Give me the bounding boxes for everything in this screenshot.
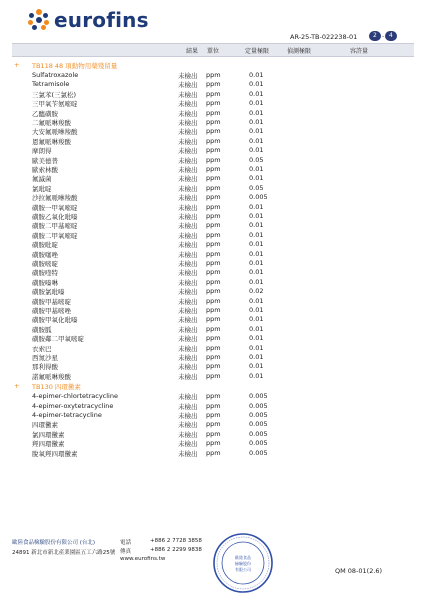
unit-value: ppm [206, 287, 221, 296]
analyte-name: 4-epimer-oxytetracycline [32, 401, 114, 410]
loq-value: 0.01 [249, 99, 264, 108]
expand-icon[interactable]: + [14, 61, 20, 69]
result-value: 未檢出 [178, 90, 198, 99]
unit-value: ppm [206, 240, 221, 249]
result-value: 未檢出 [178, 241, 198, 250]
loq-value: 0.01 [249, 202, 264, 211]
analyte-name: 脫氧羥四環黴素 [32, 449, 78, 458]
report-number: AR-25-TB-022238-01 [290, 33, 358, 41]
result-value: 未檢出 [178, 288, 198, 297]
analyte-name: 三甲氧苄氨嘧啶 [32, 100, 78, 109]
loq-value: 0.01 [249, 268, 264, 277]
unit-value: ppm [206, 439, 221, 448]
analyte-name: 歐索林酸 [32, 166, 58, 174]
result-value: 未檢出 [178, 184, 198, 193]
analyte-name: 磺胺甲基嘧唑 [32, 307, 71, 315]
result-value: 未檢出 [178, 430, 198, 439]
loq-value: 0.005 [249, 401, 268, 410]
page-separator: - [381, 32, 384, 40]
analyte-name: 歐美德普 [32, 156, 58, 165]
analyte-name: 諾氟哌啉羧酸 [32, 372, 71, 381]
analyte-name: 二氟哌啉羧酸 [32, 119, 71, 127]
logo-mark-icon [28, 9, 50, 31]
result-value: 未檢出 [178, 128, 198, 137]
loq-value: 0.01 [249, 174, 264, 183]
svg-text:有限公司: 有限公司 [235, 567, 251, 572]
result-value: 未檢出 [178, 194, 198, 203]
unit-value: ppm [206, 89, 221, 98]
unit-value: ppm [206, 268, 221, 277]
loq-value: 0.005 [249, 392, 268, 401]
eurofins-logo [28, 8, 149, 32]
phone-label: 電話 [120, 540, 132, 546]
loq-value: 0.01 [249, 343, 264, 352]
fax-value: +886 2 2299 9838 [150, 547, 202, 553]
unit-value: ppm [206, 136, 221, 145]
loq-value: 0.01 [249, 249, 264, 258]
result-value: 未檢出 [178, 335, 198, 344]
result-value: 未檢出 [178, 119, 198, 127]
result-value: 未檢出 [178, 363, 198, 372]
unit-value: ppm [206, 108, 221, 117]
loq-value: 0.01 [249, 334, 264, 343]
unit-value: ppm [206, 146, 221, 155]
unit-value: ppm [206, 183, 221, 192]
loq-value: 0.01 [249, 296, 264, 305]
unit-value: ppm [206, 127, 221, 136]
result-value: 未檢出 [178, 269, 198, 278]
analyte-name: 氯吡啶 [32, 184, 52, 193]
loq-value: 0.01 [249, 127, 264, 136]
unit-value: ppm [206, 118, 221, 126]
analyte-name: 四環黴素 [32, 421, 58, 430]
unit-value: ppm [206, 221, 221, 230]
unit-value: ppm [206, 371, 221, 380]
loq-value: 0.05 [249, 155, 264, 164]
result-value: 未檢出 [178, 137, 198, 146]
analyte-name: 磺胺甲基嘧啶 [32, 297, 71, 306]
analyte-name: 氯四環黴素 [32, 430, 65, 439]
svg-text:歐陸食品: 歐陸食品 [235, 555, 251, 560]
company-seal [212, 532, 274, 594]
col-unit: 單位 [207, 48, 220, 55]
section-title: TB118 48 項動物用藥殘留量 [32, 62, 118, 70]
loq-value: 0.02 [249, 287, 264, 296]
unit-value: ppm [206, 259, 221, 267]
analyte-name: 那利得酸 [32, 363, 58, 372]
analyte-name: 氟滅菌 [32, 175, 52, 184]
analyte-name: 乙醯磺胺 [32, 109, 58, 118]
analyte-name: 磺胺嘧啶 [32, 260, 58, 268]
loq-value: 0.01 [249, 362, 264, 371]
document-code: QM 08-01(2.6) [335, 567, 383, 575]
loq-value: 0.01 [249, 118, 264, 126]
result-value: 未檢出 [178, 278, 198, 287]
result-value: 未檢出 [178, 147, 198, 156]
col-loq: 定量極限 [245, 48, 270, 55]
unit-value: ppm [206, 392, 221, 401]
loq-value: 0.005 [249, 420, 268, 429]
result-value: 未檢出 [178, 297, 198, 306]
section-title: TB130 四環黴素 [32, 383, 81, 392]
phone-value: +886 2 7728 3858 [150, 538, 202, 544]
result-value: 未檢出 [178, 260, 198, 268]
unit-value: ppm [206, 362, 221, 371]
loq-value: 0.005 [249, 429, 268, 438]
unit-value: ppm [206, 411, 221, 419]
result-value: 未檢出 [178, 213, 198, 221]
expand-icon[interactable]: + [14, 382, 20, 391]
col-lod: 偵測極限 [287, 48, 312, 55]
analyte-name: 三氯苯(三氯松) [32, 90, 77, 99]
website-link[interactable]: www.eurofins.tw [120, 556, 166, 562]
loq-value: 0.01 [249, 259, 264, 267]
analyte-name: 磺胺嗪啉 [32, 278, 58, 287]
loq-value: 0.01 [249, 136, 264, 145]
unit-value: ppm [206, 99, 221, 108]
table-header [12, 43, 414, 57]
unit-value: ppm [206, 212, 221, 220]
col-limit: 容許量 [350, 48, 369, 55]
unit-value: ppm [206, 401, 221, 410]
result-value: 未檢出 [178, 449, 198, 458]
analyte-name: 4-epimer-tetracycline [32, 411, 102, 419]
result-value: 未檢出 [178, 344, 198, 353]
col-result: 結果 [186, 48, 199, 55]
analyte-name: 磺胺一甲氧嘧啶 [32, 203, 78, 212]
page-total: 4 [385, 31, 397, 41]
loq-value: 0.01 [249, 240, 264, 249]
unit-value: ppm [206, 80, 221, 89]
result-value: 未檢出 [178, 72, 198, 80]
loq-value: 0.005 [249, 193, 268, 202]
result-value: 未檢出 [178, 412, 198, 420]
unit-value: ppm [206, 277, 221, 286]
analyte-name: 衣索巴 [32, 344, 52, 353]
analyte-name: 4-epimer-chlortetracycline [32, 392, 118, 401]
unit-value: ppm [206, 306, 221, 314]
analyte-name: 磺胺二甲基嘧啶 [32, 222, 78, 231]
result-value: 未檢出 [178, 100, 198, 109]
brand-name: eurofins [54, 8, 149, 32]
loq-value: 0.005 [249, 411, 268, 419]
unit-value: ppm [206, 202, 221, 211]
loq-value: 0.01 [249, 221, 264, 230]
loq-value: 0.05 [249, 183, 264, 192]
unit-value: ppm [206, 315, 221, 324]
result-value: 未檢出 [178, 307, 198, 315]
result-value: 未檢出 [178, 316, 198, 325]
unit-value: ppm [206, 334, 221, 343]
loq-value: 0.01 [249, 230, 264, 239]
loq-value: 0.01 [249, 212, 264, 220]
unit-value: ppm [206, 324, 221, 333]
analyte-name: 西氮沙星 [32, 354, 58, 362]
loq-value: 0.01 [249, 146, 264, 155]
unit-value: ppm [206, 420, 221, 429]
loq-value: 0.005 [249, 448, 268, 457]
fax-label: 傳真 [120, 549, 132, 555]
loq-value: 0.01 [249, 89, 264, 98]
analyte-name: 磺胺甲氧化吡嗪 [32, 316, 78, 325]
loq-value: 0.01 [249, 371, 264, 380]
unit-value: ppm [206, 448, 221, 457]
analyte-name: 羥四環黴素 [32, 440, 65, 449]
unit-value: ppm [206, 353, 221, 361]
result-value: 未檢出 [178, 175, 198, 184]
svg-text:檢驗股份: 檢驗股份 [235, 561, 251, 566]
result-value: 未檢出 [178, 354, 198, 362]
result-value: 未檢出 [178, 372, 198, 381]
result-value: 未檢出 [178, 250, 198, 259]
result-value: 未檢出 [178, 231, 198, 240]
analyte-name: 磺胺胍 [32, 325, 52, 334]
analyte-name: 摩朗得 [32, 147, 52, 156]
analyte-name: 磺胺喹特 [32, 269, 58, 278]
unit-value: ppm [206, 343, 221, 352]
unit-value: ppm [206, 249, 221, 258]
result-value: 未檢出 [178, 325, 198, 334]
loq-value: 0.005 [249, 439, 268, 448]
unit-value: ppm [206, 230, 221, 239]
result-value: 未檢出 [178, 222, 198, 231]
analyte-name: 磺胺氯吡嗪 [32, 288, 65, 297]
analyte-name: Sulfatroxazole [32, 71, 79, 79]
footer-company: 歐陸食品檢驗股份有限公司 (台北) [12, 540, 96, 546]
unit-value: ppm [206, 296, 221, 305]
loq-value: 0.01 [249, 108, 264, 117]
loq-value: 0.01 [249, 71, 264, 79]
unit-value: ppm [206, 165, 221, 173]
loq-value: 0.01 [249, 315, 264, 324]
loq-value: 0.01 [249, 353, 264, 361]
loq-value: 0.01 [249, 80, 264, 89]
result-value: 未檢出 [178, 81, 198, 90]
analyte-name: 磺胺二甲氧嘧啶 [32, 231, 78, 240]
unit-value: ppm [206, 193, 221, 202]
page-indicator [369, 31, 397, 41]
loq-value: 0.01 [249, 306, 264, 314]
result-value: 未檢出 [178, 203, 198, 212]
page-current: 2 [369, 31, 381, 41]
unit-value: ppm [206, 429, 221, 438]
analyte-name: 恩氟哌啉羧酸 [32, 137, 71, 146]
loq-value: 0.01 [249, 324, 264, 333]
result-value: 未檢出 [178, 402, 198, 411]
loq-value: 0.01 [249, 165, 264, 173]
result-value: 未檢出 [178, 393, 198, 402]
analyte-name: 沙拉氟哌啉羧酸 [32, 194, 78, 203]
result-value: 未檢出 [178, 109, 198, 118]
unit-value: ppm [206, 174, 221, 183]
result-value: 未檢出 [178, 440, 198, 449]
result-value: 未檢出 [178, 156, 198, 165]
loq-value: 0.01 [249, 277, 264, 286]
unit-value: ppm [206, 71, 221, 79]
analyte-name: 大安氟哌啉羧酸 [32, 128, 78, 137]
analyte-name: 磺胺噻唑 [32, 250, 58, 259]
footer-address: 24891 新北市新北產業園區五工六路25號 [12, 550, 116, 556]
unit-value: ppm [206, 155, 221, 164]
analyte-name: 磺胺乙氧化吡嗪 [32, 213, 78, 221]
result-value: 未檢出 [178, 421, 198, 430]
analyte-name: 磺胺吡啶 [32, 241, 58, 250]
analyte-name: 磺胺鄰二甲氧嘧啶 [32, 335, 84, 344]
result-value: 未檢出 [178, 166, 198, 174]
analyte-name: Tetramisole [32, 80, 70, 89]
